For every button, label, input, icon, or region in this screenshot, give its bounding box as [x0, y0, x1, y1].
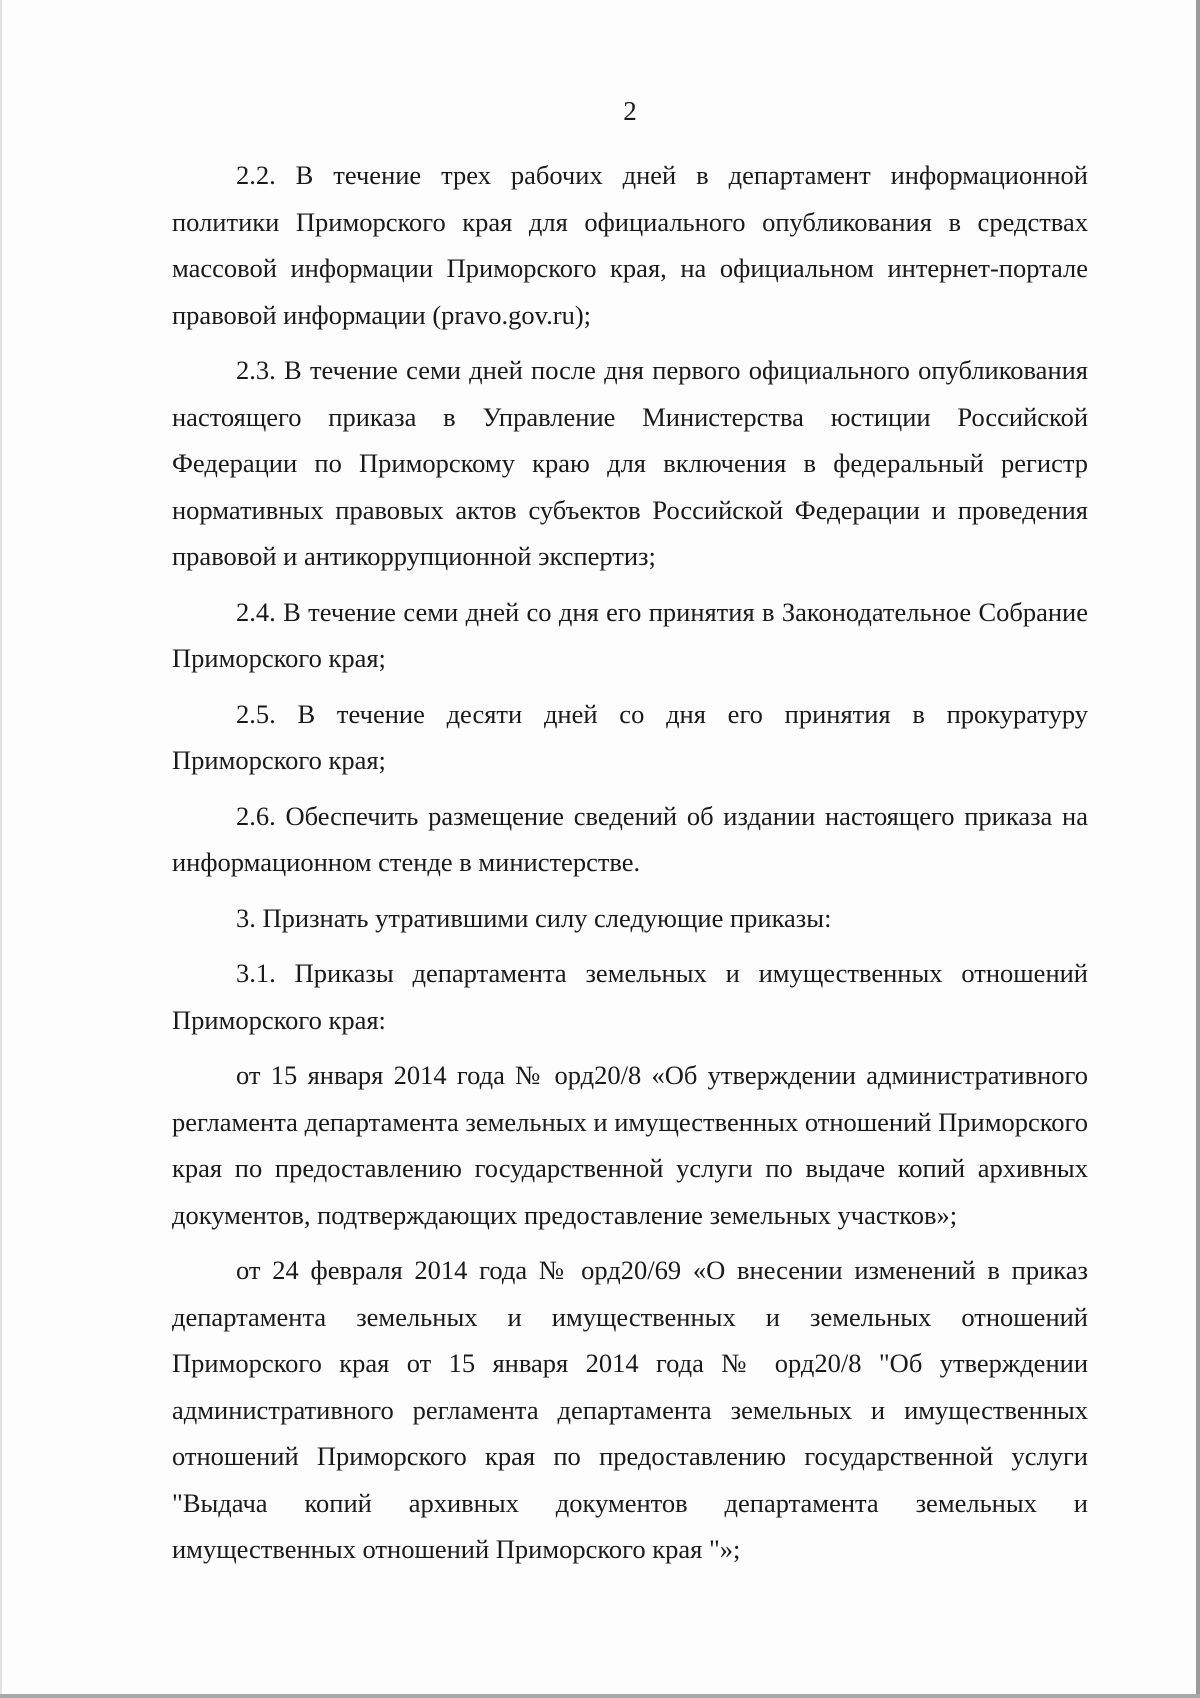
paragraph-order-ord20-69: от 24 февраля 2014 года № орд20/69 «О внесении изменений в приказ департамента земельных и имущественных и земельных отношений Приморского края от 15 января 2014 года № орд20/8 "Об утверждении административного регламента департамента земельных и имущественных отношений Приморского края по предоставлению государственной услуги "Выдача копий архивных документов департамента земельных и имущественных отношений Приморского края "»; [172, 1255, 1088, 1564]
paragraph-2-3: 2.3. В течение семи дней после дня первого официального опубликования настоящего приказа в Управление Министерства юстиции Российской Федерации по Приморскому краю для включения в федеральный регистр нормативных правовых актов субъектов Российской Федерации и проведения правовой и антикоррупционной экспертиз; [172, 355, 1088, 571]
page-number: 2 [623, 96, 637, 126]
scan-edge-right [1196, 0, 1200, 1698]
paragraph-3: 3. Признать утратившими силу следующие приказы: [236, 902, 832, 933]
scan-edge-bottom [0, 1694, 1200, 1698]
scan-edge-left [0, 0, 2, 1698]
paragraph-2-6: 2.6. Обеспечить размещение сведений об издании настоящего приказа на информационном стенде в министерстве. [172, 800, 1088, 877]
paragraph-2-4: 2.4. В течение семи дней со дня его принятия в Законодательное Собрание Приморского края; [172, 596, 1088, 673]
paragraph-2-5: 2.5. В течение десяти дней со дня его принятия в прокуратуру Приморского края; [172, 698, 1088, 775]
paragraph-2-2: 2.2. В течение трех рабочих дней в департамент информационной политики Приморского края для официального опубликования в средствах массовой информации Приморского края, на официальном интернет-портале правовой информации (pravo.gov.ru); [172, 160, 1088, 330]
paragraph-3-1: 3.1. Приказы департамента земельных и имущественных отношений Приморского края: [172, 958, 1088, 1035]
document-body [172, 152, 1088, 1582]
paragraph-order-ord20-8: от 15 января 2014 года № орд20/8 «Об утверждении административного регламента департамента земельных и имущественных отношений Приморского края по предоставлению государственной услуги по выдаче копий архивных документов, подтверждающих предоставление земельных участков»; [172, 1060, 1088, 1230]
